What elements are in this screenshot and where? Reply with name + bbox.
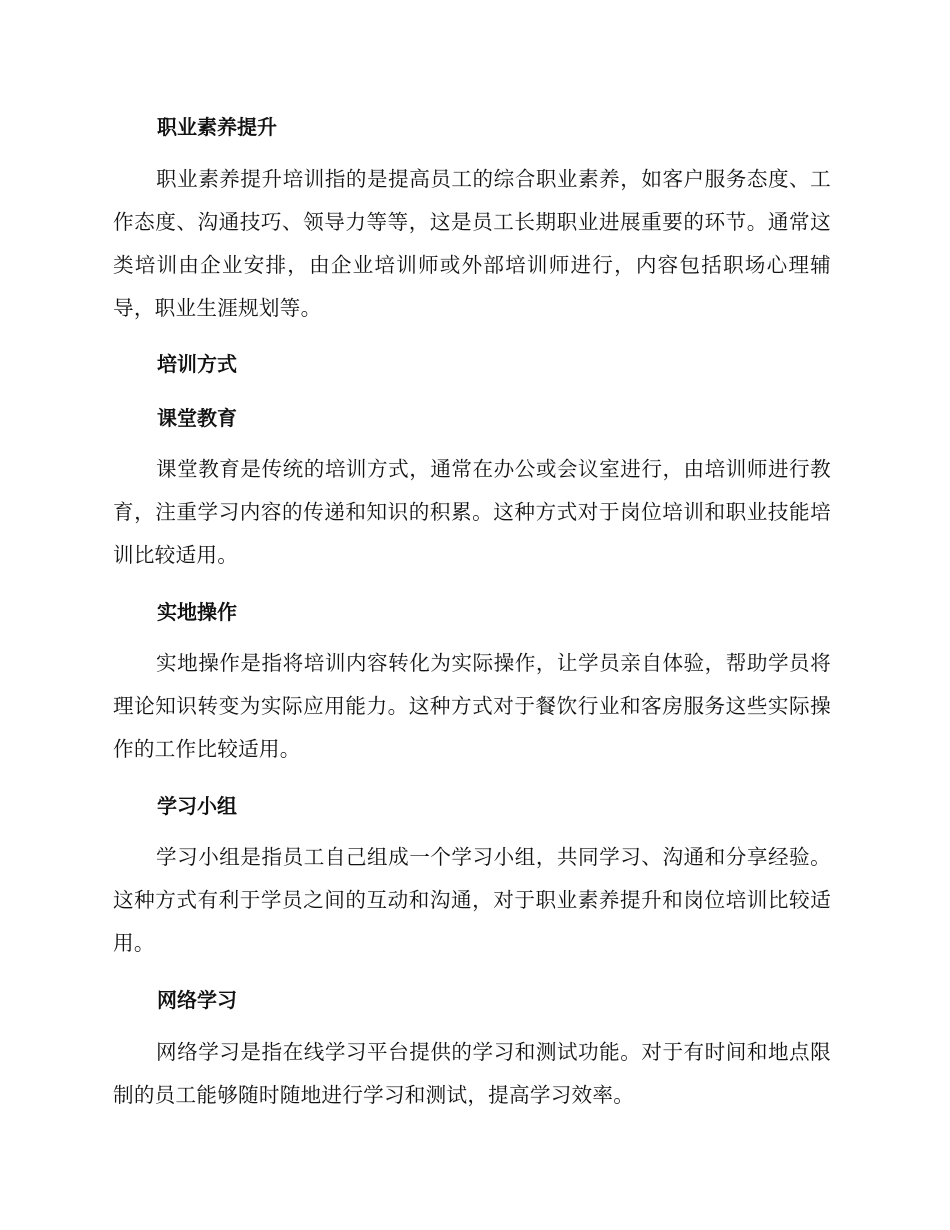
section-paragraph-online-learning: 网络学习是指在线学习平台提供的学习和测试功能。对于有时间和地点限制的员工能够随时随地进行学习和测试，提高学习效率。 — [113, 1040, 831, 1107]
section-paragraph-field-operation: 实地操作是指将培训内容转化为实际操作，让学员亲自体验，帮助学员将理论知识转变为实际应用能力。这种方式对于餐饮行业和客房服务这些实际操作的工作比较适用。 — [113, 651, 831, 761]
section-paragraph-professional-quality: 职业素养提升培训指的是提高员工的综合职业素养，如客户服务态度、工作态度、沟通技巧、领导力等等，这是员工长期职业进展重要的环节。通常这类培训由企业安排，由企业培训师或外部培训师进行，内容包括职场心理辅导，职业生涯规划等。 — [113, 167, 831, 320]
section-paragraph-classroom: 课堂教育是传统的培训方式，通常在办公或会议室进行，由培训师进行教育，注重学习内容的传递和知识的积累。这种方式对于岗位培训和职业技能培训比较适用。 — [113, 457, 831, 567]
section-heading-field-operation: 实地操作 — [157, 600, 237, 624]
section-heading-study-group: 学习小组 — [157, 794, 237, 818]
section-heading-classroom: 课堂教育 — [157, 406, 237, 430]
section-heading-professional-quality: 职业素养提升 — [157, 115, 277, 139]
section-heading-online-learning: 网络学习 — [157, 988, 237, 1012]
section-heading-training-methods: 培训方式 — [157, 352, 237, 376]
section-paragraph-study-group: 学习小组是指员工自己组成一个学习小组，共同学习、沟通和分享经验。这种方式有利于学员之间的互动和沟通，对于职业素养提升和岗位培训比较适用。 — [113, 845, 831, 955]
